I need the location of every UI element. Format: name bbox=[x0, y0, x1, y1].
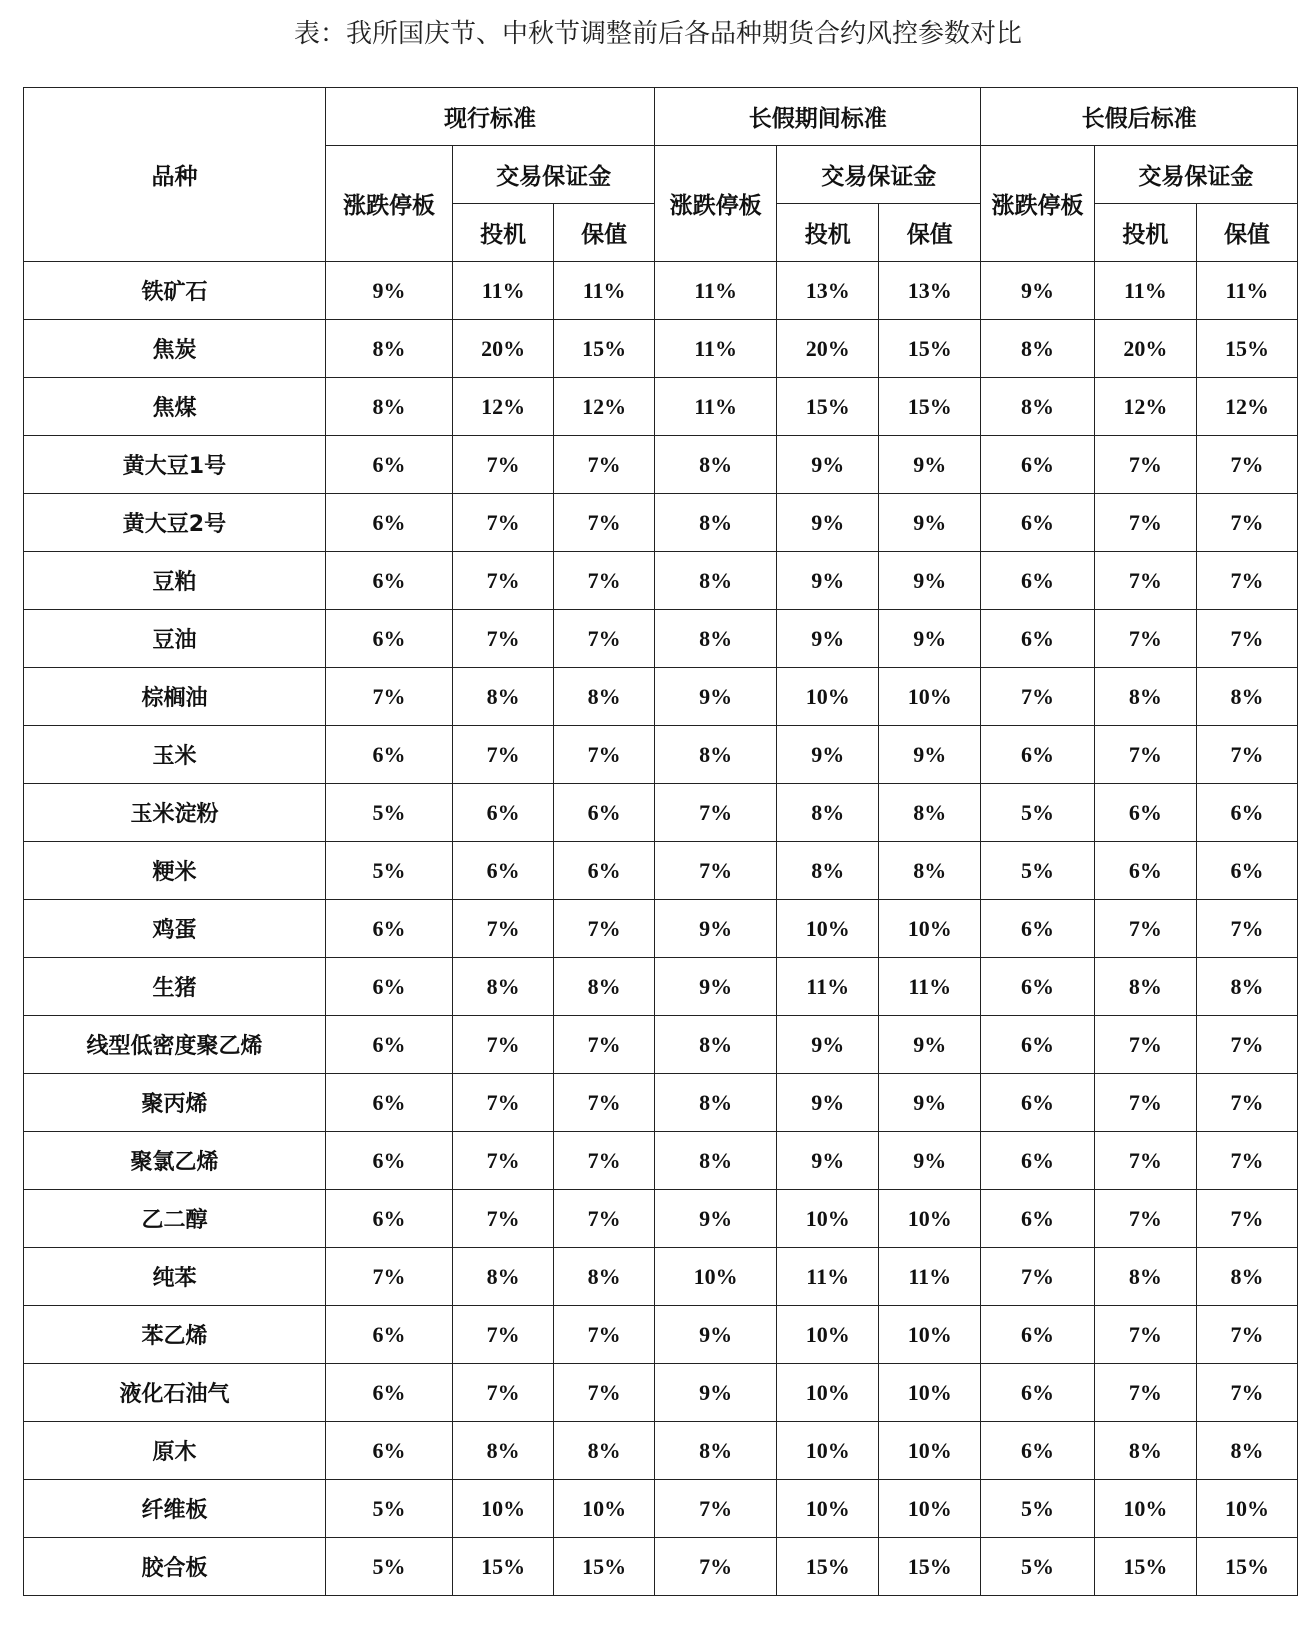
cell-holiday-limit: 8% bbox=[655, 552, 777, 610]
cell-after-limit: 6% bbox=[981, 1422, 1095, 1480]
cell-current-hedge: 7% bbox=[554, 1074, 655, 1132]
variety-name: 线型低密度聚乙烯 bbox=[24, 1016, 326, 1074]
table-row bbox=[24, 900, 1298, 958]
cell-after-hedge: 6% bbox=[1196, 842, 1297, 900]
header-hedge-current: 保值 bbox=[554, 204, 655, 262]
cell-holiday-limit: 9% bbox=[655, 1190, 777, 1248]
cell-after-speculation: 7% bbox=[1094, 1190, 1196, 1248]
cell-holiday-speculation: 20% bbox=[777, 320, 879, 378]
cell-after-speculation: 7% bbox=[1094, 726, 1196, 784]
cell-after-limit: 7% bbox=[981, 1248, 1095, 1306]
cell-holiday-hedge: 9% bbox=[879, 436, 981, 494]
variety-name: 豆油 bbox=[24, 610, 326, 668]
cell-after-hedge: 7% bbox=[1196, 1132, 1297, 1190]
cell-holiday-speculation: 9% bbox=[777, 436, 879, 494]
cell-current-speculation: 7% bbox=[453, 900, 554, 958]
cell-current-hedge: 7% bbox=[554, 726, 655, 784]
cell-after-limit: 5% bbox=[981, 1538, 1095, 1596]
cell-current-hedge: 7% bbox=[554, 1364, 655, 1422]
cell-after-limit: 6% bbox=[981, 726, 1095, 784]
cell-current-speculation: 20% bbox=[453, 320, 554, 378]
variety-name: 豆粕 bbox=[24, 552, 326, 610]
variety-name: 焦炭 bbox=[24, 320, 326, 378]
header-limit-after: 涨跌停板 bbox=[981, 146, 1095, 262]
table-row bbox=[24, 668, 1298, 726]
cell-after-speculation: 7% bbox=[1094, 1074, 1196, 1132]
cell-holiday-speculation: 10% bbox=[777, 900, 879, 958]
table-header bbox=[24, 88, 1298, 262]
table-row bbox=[24, 1016, 1298, 1074]
cell-current-limit: 8% bbox=[325, 320, 452, 378]
cell-current-limit: 6% bbox=[325, 1190, 452, 1248]
cell-current-limit: 6% bbox=[325, 958, 452, 1016]
cell-current-speculation: 7% bbox=[453, 610, 554, 668]
cell-current-hedge: 8% bbox=[554, 668, 655, 726]
cell-holiday-hedge: 10% bbox=[879, 1190, 981, 1248]
cell-holiday-limit: 8% bbox=[655, 726, 777, 784]
variety-name: 纤维板 bbox=[24, 1480, 326, 1538]
header-margin-current: 交易保证金 bbox=[453, 146, 655, 204]
variety-name: 聚丙烯 bbox=[24, 1074, 326, 1132]
cell-current-hedge: 8% bbox=[554, 1422, 655, 1480]
cell-holiday-limit: 9% bbox=[655, 958, 777, 1016]
cell-holiday-hedge: 9% bbox=[879, 610, 981, 668]
cell-holiday-limit: 11% bbox=[655, 378, 777, 436]
cell-holiday-hedge: 15% bbox=[879, 378, 981, 436]
cell-current-hedge: 7% bbox=[554, 494, 655, 552]
cell-holiday-hedge: 9% bbox=[879, 494, 981, 552]
variety-name: 棕榈油 bbox=[24, 668, 326, 726]
cell-current-limit: 5% bbox=[325, 1480, 452, 1538]
variety-name: 苯乙烯 bbox=[24, 1306, 326, 1364]
cell-holiday-speculation: 11% bbox=[777, 958, 879, 1016]
cell-after-hedge: 12% bbox=[1196, 378, 1297, 436]
table-row bbox=[24, 784, 1298, 842]
cell-after-speculation: 15% bbox=[1094, 1538, 1196, 1596]
cell-holiday-speculation: 9% bbox=[777, 552, 879, 610]
cell-holiday-speculation: 9% bbox=[777, 726, 879, 784]
cell-current-speculation: 7% bbox=[453, 726, 554, 784]
cell-after-hedge: 6% bbox=[1196, 784, 1297, 842]
cell-current-speculation: 8% bbox=[453, 668, 554, 726]
cell-after-limit: 5% bbox=[981, 1480, 1095, 1538]
cell-after-speculation: 7% bbox=[1094, 1132, 1196, 1190]
cell-after-hedge: 8% bbox=[1196, 958, 1297, 1016]
table-row bbox=[24, 1480, 1298, 1538]
cell-after-limit: 6% bbox=[981, 494, 1095, 552]
header-limit-current: 涨跌停板 bbox=[325, 146, 452, 262]
cell-holiday-limit: 9% bbox=[655, 668, 777, 726]
header-hedge-holiday: 保值 bbox=[879, 204, 981, 262]
cell-current-limit: 6% bbox=[325, 436, 452, 494]
cell-holiday-speculation: 9% bbox=[777, 610, 879, 668]
cell-current-limit: 6% bbox=[325, 1306, 452, 1364]
variety-name: 聚氯乙烯 bbox=[24, 1132, 326, 1190]
cell-current-hedge: 7% bbox=[554, 552, 655, 610]
cell-holiday-limit: 8% bbox=[655, 1016, 777, 1074]
cell-holiday-hedge: 10% bbox=[879, 1306, 981, 1364]
cell-current-limit: 7% bbox=[325, 1248, 452, 1306]
cell-holiday-hedge: 11% bbox=[879, 958, 981, 1016]
cell-holiday-hedge: 13% bbox=[879, 262, 981, 320]
cell-after-limit: 6% bbox=[981, 900, 1095, 958]
header-variety: 品种 bbox=[24, 88, 326, 262]
cell-holiday-limit: 9% bbox=[655, 900, 777, 958]
table-row bbox=[24, 1132, 1298, 1190]
cell-holiday-limit: 8% bbox=[655, 436, 777, 494]
cell-current-limit: 5% bbox=[325, 842, 452, 900]
cell-current-speculation: 7% bbox=[453, 1016, 554, 1074]
cell-current-limit: 5% bbox=[325, 784, 452, 842]
cell-holiday-limit: 8% bbox=[655, 494, 777, 552]
cell-after-hedge: 10% bbox=[1196, 1480, 1297, 1538]
header-speculation-holiday: 投机 bbox=[777, 204, 879, 262]
cell-after-speculation: 20% bbox=[1094, 320, 1196, 378]
cell-after-speculation: 7% bbox=[1094, 1364, 1196, 1422]
cell-holiday-limit: 8% bbox=[655, 1422, 777, 1480]
cell-after-hedge: 15% bbox=[1196, 1538, 1297, 1596]
cell-holiday-speculation: 9% bbox=[777, 494, 879, 552]
cell-holiday-hedge: 15% bbox=[879, 1538, 981, 1596]
cell-current-speculation: 10% bbox=[453, 1480, 554, 1538]
table-row bbox=[24, 1364, 1298, 1422]
variety-name: 粳米 bbox=[24, 842, 326, 900]
cell-holiday-hedge: 15% bbox=[879, 320, 981, 378]
cell-holiday-hedge: 10% bbox=[879, 1422, 981, 1480]
cell-after-hedge: 15% bbox=[1196, 320, 1297, 378]
cell-current-hedge: 7% bbox=[554, 1132, 655, 1190]
cell-current-hedge: 6% bbox=[554, 842, 655, 900]
cell-after-speculation: 8% bbox=[1094, 1248, 1196, 1306]
cell-after-limit: 5% bbox=[981, 842, 1095, 900]
cell-current-speculation: 7% bbox=[453, 1190, 554, 1248]
cell-current-hedge: 7% bbox=[554, 1306, 655, 1364]
cell-after-speculation: 7% bbox=[1094, 1016, 1196, 1074]
cell-current-hedge: 8% bbox=[554, 1248, 655, 1306]
cell-holiday-limit: 7% bbox=[655, 842, 777, 900]
cell-current-limit: 6% bbox=[325, 900, 452, 958]
header-group-holiday: 长假期间标准 bbox=[655, 88, 981, 146]
cell-after-hedge: 7% bbox=[1196, 1016, 1297, 1074]
table-row bbox=[24, 1306, 1298, 1364]
table-row bbox=[24, 1190, 1298, 1248]
cell-current-limit: 6% bbox=[325, 1422, 452, 1480]
cell-holiday-hedge: 9% bbox=[879, 726, 981, 784]
cell-after-hedge: 11% bbox=[1196, 262, 1297, 320]
cell-after-speculation: 10% bbox=[1094, 1480, 1196, 1538]
table-row bbox=[24, 262, 1298, 320]
variety-name: 乙二醇 bbox=[24, 1190, 326, 1248]
variety-name: 鸡蛋 bbox=[24, 900, 326, 958]
cell-holiday-speculation: 8% bbox=[777, 842, 879, 900]
cell-after-hedge: 7% bbox=[1196, 436, 1297, 494]
page-title: 表：我所国庆节、中秋节调整前后各品种期货合约风控参数对比 bbox=[293, 19, 1022, 49]
cell-holiday-limit: 11% bbox=[655, 320, 777, 378]
cell-holiday-hedge: 9% bbox=[879, 1016, 981, 1074]
cell-current-limit: 6% bbox=[325, 1364, 452, 1422]
variety-name: 黄大豆1号 bbox=[24, 436, 326, 494]
table-row bbox=[24, 378, 1298, 436]
cell-current-limit: 6% bbox=[325, 1132, 452, 1190]
cell-holiday-speculation: 10% bbox=[777, 1190, 879, 1248]
cell-current-hedge: 10% bbox=[554, 1480, 655, 1538]
cell-after-hedge: 7% bbox=[1196, 1306, 1297, 1364]
variety-name: 胶合板 bbox=[24, 1538, 326, 1596]
cell-after-limit: 7% bbox=[981, 668, 1095, 726]
cell-holiday-speculation: 13% bbox=[777, 262, 879, 320]
header-margin-after: 交易保证金 bbox=[1094, 146, 1297, 204]
cell-holiday-speculation: 10% bbox=[777, 1422, 879, 1480]
cell-after-speculation: 8% bbox=[1094, 958, 1196, 1016]
cell-after-hedge: 7% bbox=[1196, 1190, 1297, 1248]
table-row bbox=[24, 1422, 1298, 1480]
header-speculation-current: 投机 bbox=[453, 204, 554, 262]
cell-current-speculation: 12% bbox=[453, 378, 554, 436]
cell-after-speculation: 6% bbox=[1094, 842, 1196, 900]
cell-current-limit: 7% bbox=[325, 668, 452, 726]
table-row bbox=[24, 494, 1298, 552]
cell-current-hedge: 7% bbox=[554, 436, 655, 494]
cell-after-limit: 6% bbox=[981, 552, 1095, 610]
cell-after-speculation: 7% bbox=[1094, 552, 1196, 610]
cell-after-speculation: 7% bbox=[1094, 610, 1196, 668]
cell-after-speculation: 6% bbox=[1094, 784, 1196, 842]
cell-current-limit: 8% bbox=[325, 378, 452, 436]
cell-holiday-speculation: 15% bbox=[777, 1538, 879, 1596]
cell-holiday-limit: 8% bbox=[655, 1074, 777, 1132]
cell-current-speculation: 7% bbox=[453, 1132, 554, 1190]
cell-current-limit: 6% bbox=[325, 1074, 452, 1132]
table-row bbox=[24, 552, 1298, 610]
cell-holiday-speculation: 11% bbox=[777, 1248, 879, 1306]
cell-current-speculation: 8% bbox=[453, 1422, 554, 1480]
cell-holiday-speculation: 15% bbox=[777, 378, 879, 436]
cell-holiday-hedge: 10% bbox=[879, 1480, 981, 1538]
cell-after-hedge: 7% bbox=[1196, 1364, 1297, 1422]
cell-after-speculation: 7% bbox=[1094, 900, 1196, 958]
cell-holiday-speculation: 10% bbox=[777, 668, 879, 726]
table-row bbox=[24, 436, 1298, 494]
table-row bbox=[24, 1074, 1298, 1132]
cell-current-speculation: 7% bbox=[453, 1306, 554, 1364]
variety-name: 玉米淀粉 bbox=[24, 784, 326, 842]
cell-current-hedge: 7% bbox=[554, 1016, 655, 1074]
header-row-groups bbox=[24, 88, 1298, 146]
cell-after-speculation: 12% bbox=[1094, 378, 1196, 436]
cell-current-hedge: 8% bbox=[554, 958, 655, 1016]
header-group-after: 长假后标准 bbox=[981, 88, 1298, 146]
cell-after-speculation: 7% bbox=[1094, 1306, 1196, 1364]
cell-holiday-hedge: 10% bbox=[879, 668, 981, 726]
cell-current-limit: 6% bbox=[325, 494, 452, 552]
cell-current-speculation: 7% bbox=[453, 436, 554, 494]
table-row bbox=[24, 842, 1298, 900]
cell-holiday-limit: 8% bbox=[655, 1132, 777, 1190]
cell-holiday-speculation: 9% bbox=[777, 1132, 879, 1190]
cell-current-limit: 6% bbox=[325, 552, 452, 610]
table-row bbox=[24, 320, 1298, 378]
cell-current-speculation: 7% bbox=[453, 1364, 554, 1422]
table-row bbox=[24, 610, 1298, 668]
cell-current-hedge: 15% bbox=[554, 1538, 655, 1596]
cell-after-limit: 6% bbox=[981, 1016, 1095, 1074]
cell-current-speculation: 6% bbox=[453, 842, 554, 900]
cell-current-hedge: 6% bbox=[554, 784, 655, 842]
variety-name: 原木 bbox=[24, 1422, 326, 1480]
variety-name: 纯苯 bbox=[24, 1248, 326, 1306]
cell-current-speculation: 8% bbox=[453, 1248, 554, 1306]
cell-current-limit: 6% bbox=[325, 610, 452, 668]
cell-after-hedge: 7% bbox=[1196, 1074, 1297, 1132]
cell-after-speculation: 8% bbox=[1094, 1422, 1196, 1480]
cell-current-hedge: 12% bbox=[554, 378, 655, 436]
cell-after-hedge: 7% bbox=[1196, 552, 1297, 610]
cell-holiday-limit: 7% bbox=[655, 784, 777, 842]
variety-name: 玉米 bbox=[24, 726, 326, 784]
table-row bbox=[24, 726, 1298, 784]
cell-current-hedge: 11% bbox=[554, 262, 655, 320]
variety-name: 焦煤 bbox=[24, 378, 326, 436]
cell-current-hedge: 15% bbox=[554, 320, 655, 378]
table-body bbox=[24, 262, 1298, 1596]
cell-after-hedge: 8% bbox=[1196, 1248, 1297, 1306]
cell-current-limit: 9% bbox=[325, 262, 452, 320]
cell-after-limit: 8% bbox=[981, 378, 1095, 436]
cell-holiday-hedge: 8% bbox=[879, 784, 981, 842]
cell-current-hedge: 7% bbox=[554, 1190, 655, 1248]
cell-holiday-hedge: 9% bbox=[879, 552, 981, 610]
header-margin-holiday: 交易保证金 bbox=[777, 146, 981, 204]
cell-after-hedge: 8% bbox=[1196, 668, 1297, 726]
cell-after-limit: 6% bbox=[981, 1132, 1095, 1190]
cell-holiday-hedge: 10% bbox=[879, 900, 981, 958]
cell-holiday-limit: 10% bbox=[655, 1248, 777, 1306]
cell-current-speculation: 7% bbox=[453, 552, 554, 610]
cell-after-hedge: 7% bbox=[1196, 900, 1297, 958]
cell-current-limit: 6% bbox=[325, 1016, 452, 1074]
cell-current-speculation: 11% bbox=[453, 262, 554, 320]
cell-after-limit: 6% bbox=[981, 436, 1095, 494]
cell-after-limit: 9% bbox=[981, 262, 1095, 320]
cell-after-speculation: 11% bbox=[1094, 262, 1196, 320]
cell-holiday-limit: 8% bbox=[655, 610, 777, 668]
cell-current-speculation: 8% bbox=[453, 958, 554, 1016]
cell-after-hedge: 7% bbox=[1196, 610, 1297, 668]
header-speculation-after: 投机 bbox=[1094, 204, 1196, 262]
cell-holiday-speculation: 8% bbox=[777, 784, 879, 842]
cell-holiday-limit: 9% bbox=[655, 1306, 777, 1364]
cell-after-limit: 6% bbox=[981, 610, 1095, 668]
cell-holiday-hedge: 11% bbox=[879, 1248, 981, 1306]
table-row bbox=[24, 1538, 1298, 1596]
cell-after-speculation: 7% bbox=[1094, 494, 1196, 552]
cell-after-hedge: 8% bbox=[1196, 1422, 1297, 1480]
cell-after-limit: 6% bbox=[981, 1364, 1095, 1422]
header-hedge-after: 保值 bbox=[1196, 204, 1297, 262]
cell-after-limit: 6% bbox=[981, 1074, 1095, 1132]
cell-after-limit: 6% bbox=[981, 958, 1095, 1016]
variety-name: 铁矿石 bbox=[24, 262, 326, 320]
variety-name: 生猪 bbox=[24, 958, 326, 1016]
header-limit-holiday: 涨跌停板 bbox=[655, 146, 777, 262]
cell-after-limit: 6% bbox=[981, 1306, 1095, 1364]
cell-holiday-limit: 9% bbox=[655, 1364, 777, 1422]
cell-current-limit: 6% bbox=[325, 726, 452, 784]
cell-holiday-speculation: 10% bbox=[777, 1364, 879, 1422]
table-row bbox=[24, 958, 1298, 1016]
cell-holiday-speculation: 10% bbox=[777, 1306, 879, 1364]
cell-after-hedge: 7% bbox=[1196, 494, 1297, 552]
header-group-current: 现行标准 bbox=[325, 88, 654, 146]
cell-after-limit: 5% bbox=[981, 784, 1095, 842]
cell-current-limit: 5% bbox=[325, 1538, 452, 1596]
cell-current-speculation: 15% bbox=[453, 1538, 554, 1596]
table-row bbox=[24, 1248, 1298, 1306]
cell-holiday-speculation: 9% bbox=[777, 1074, 879, 1132]
cell-holiday-hedge: 10% bbox=[879, 1364, 981, 1422]
cell-holiday-limit: 11% bbox=[655, 262, 777, 320]
cell-after-speculation: 8% bbox=[1094, 668, 1196, 726]
cell-holiday-limit: 7% bbox=[655, 1480, 777, 1538]
risk-parameter-table bbox=[23, 87, 1298, 1596]
cell-current-hedge: 7% bbox=[554, 900, 655, 958]
cell-holiday-hedge: 8% bbox=[879, 842, 981, 900]
cell-holiday-hedge: 9% bbox=[879, 1074, 981, 1132]
cell-current-speculation: 7% bbox=[453, 494, 554, 552]
cell-current-speculation: 7% bbox=[453, 1074, 554, 1132]
cell-current-hedge: 7% bbox=[554, 610, 655, 668]
cell-holiday-speculation: 10% bbox=[777, 1480, 879, 1538]
cell-after-hedge: 7% bbox=[1196, 726, 1297, 784]
cell-holiday-hedge: 9% bbox=[879, 1132, 981, 1190]
variety-name: 黄大豆2号 bbox=[24, 494, 326, 552]
variety-name: 液化石油气 bbox=[24, 1364, 326, 1422]
cell-after-limit: 6% bbox=[981, 1190, 1095, 1248]
cell-after-speculation: 7% bbox=[1094, 436, 1196, 494]
cell-holiday-limit: 7% bbox=[655, 1538, 777, 1596]
cell-holiday-speculation: 9% bbox=[777, 1016, 879, 1074]
cell-after-limit: 8% bbox=[981, 320, 1095, 378]
cell-current-speculation: 6% bbox=[453, 784, 554, 842]
